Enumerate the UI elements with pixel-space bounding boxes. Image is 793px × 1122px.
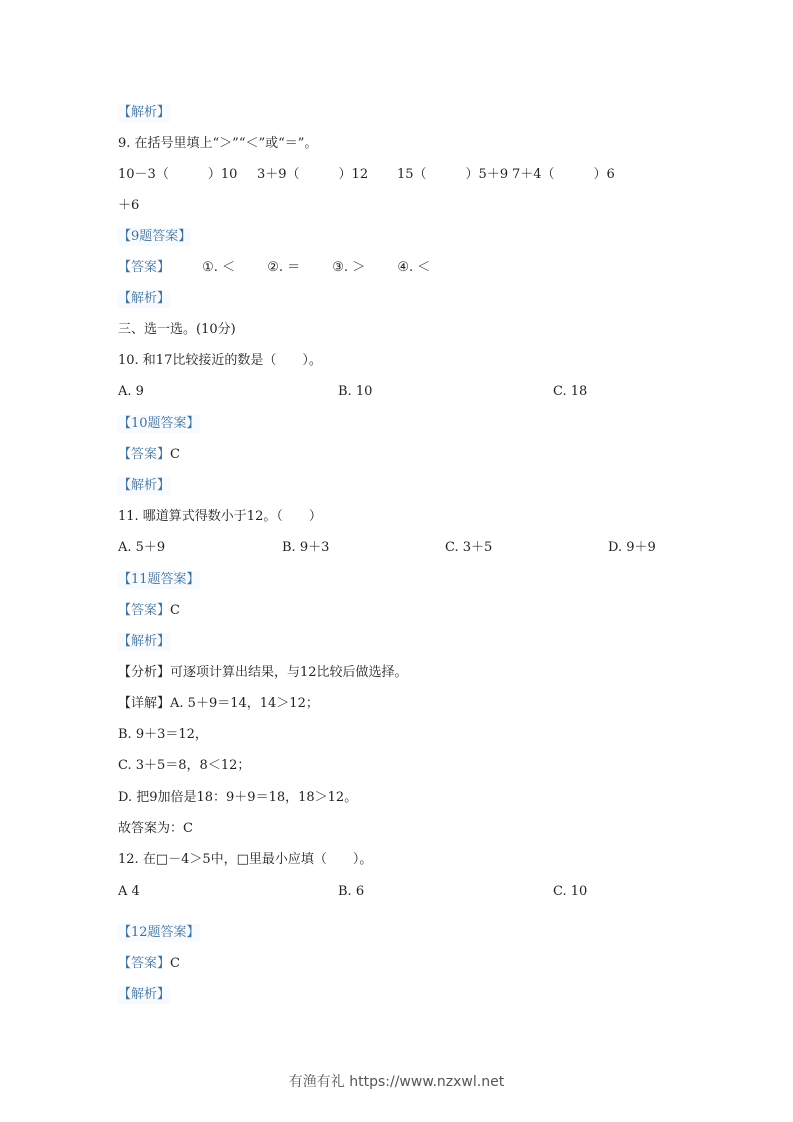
q12-answer-header: 【12题答案】 — [118, 925, 200, 940]
q10-analysis-label: 【解析】 — [118, 478, 171, 493]
q11-answer-row — [118, 602, 180, 620]
q11-option-b: B. 9＋3 — [282, 540, 330, 555]
q11-detail-1 — [118, 695, 319, 713]
q9-analysis-label: 【解析】 — [118, 291, 171, 306]
fenxi-label: 【分析】 — [118, 665, 171, 680]
q12-option-b: B. 6 — [338, 884, 365, 899]
q10-option-c: C. 18 — [553, 384, 588, 399]
q9-answer-2: ②. ＝ — [267, 260, 301, 275]
detail-label: 【详解】 — [118, 696, 171, 711]
q11-answer: C — [170, 603, 180, 618]
q11-detail-3: C. 3＋5＝8，8＜12； — [118, 758, 251, 773]
answer-label: 【答案】 — [118, 956, 171, 971]
section-3-title: 三、选一选。(10分) — [118, 322, 236, 337]
q11-fenxi — [118, 664, 408, 682]
q11-analysis-label: 【解析】 — [118, 634, 171, 649]
q8-analysis-label: 【解析】 — [118, 105, 171, 120]
answer-label: 【答案】 — [118, 260, 171, 275]
answer-label: 【答案】 — [118, 447, 171, 462]
q9-answer-1: ①. ＜ — [202, 260, 236, 275]
q12-title: 12. 在□－4＞5中，□里最小应填（ ）。 — [118, 852, 373, 867]
q11-title: 11. 哪道算式得数小于12。（ ） — [118, 509, 322, 524]
q9-answer-header: 【9题答案】 — [118, 229, 192, 244]
q9-answer-4: ④. ＜ — [397, 260, 431, 275]
q12-option-c: C. 10 — [553, 884, 588, 899]
q9-title: 9. 在括号里填上“＞”“＜”或“＝”。 — [118, 136, 318, 151]
q12-option-a: A 4 — [118, 884, 140, 899]
q10-answer-row — [118, 446, 180, 464]
q10-answer-header: 【10题答案】 — [118, 416, 200, 431]
q11-option-a: A. 5＋9 — [118, 540, 166, 555]
q11-option-c: C. 3＋5 — [445, 540, 493, 555]
q11-conclusion: 故答案为：C — [118, 821, 193, 836]
q9-item-1: 10－3（ ）10 — [118, 167, 238, 182]
q10-option-b: B. 10 — [338, 384, 373, 399]
q10-title: 10. 和17比较接近的数是（ ）。 — [118, 353, 322, 368]
q11-option-d: D. 9＋9 — [608, 540, 656, 555]
q9-item-4: 7＋4（ ）6 — [512, 167, 615, 182]
footer-watermark: 有渔有礼 https://www.nzxwl.net — [288, 1074, 505, 1090]
q11-answer-header: 【11题答案】 — [118, 572, 200, 587]
q9-answer-row — [118, 259, 430, 277]
fenxi-text: 可逐项计算出结果，与12比较后做选择。 — [170, 665, 408, 680]
q9-item-3: 15（ ）5＋9 — [397, 167, 509, 182]
q11-detail-2: B. 9＋3＝12， — [118, 727, 208, 742]
q12-answer: C — [170, 956, 180, 971]
q12-answer-row — [118, 955, 180, 973]
q10-answer: C — [170, 447, 180, 462]
q9-answer-3: ③. ＞ — [332, 260, 366, 275]
q9-item-4-wrap: ＋6 — [118, 198, 140, 213]
q12-analysis-label: 【解析】 — [118, 987, 171, 1002]
q9-item-2: 3＋9（ ）12 — [257, 167, 369, 182]
answer-label: 【答案】 — [118, 603, 171, 618]
detail-line: A. 5＋9＝14，14＞12； — [170, 696, 319, 711]
q10-option-a: A. 9 — [118, 384, 144, 399]
q11-detail-4: D. 把9加倍是18：9＋9＝18，18＞12。 — [118, 790, 358, 805]
